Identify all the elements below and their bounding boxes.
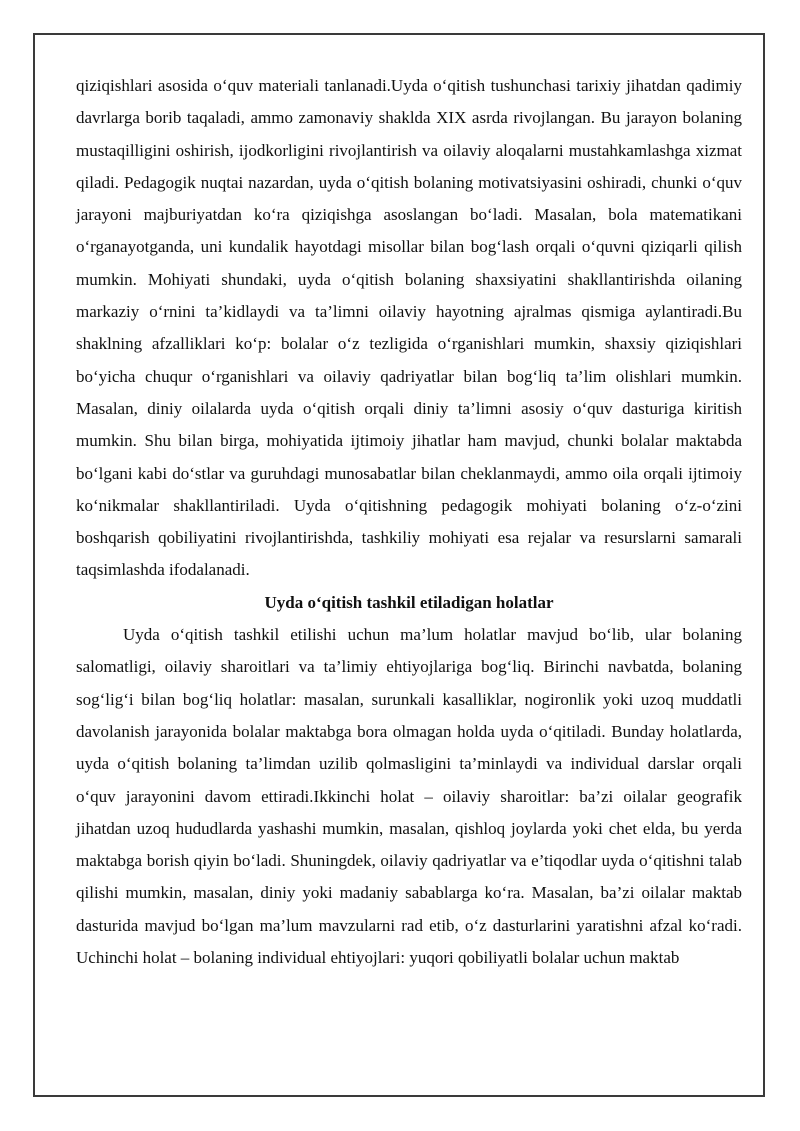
section-heading: Uyda o‘qitish tashkil etiladigan holatlar: [264, 592, 554, 612]
body-paragraph-1: qiziqishlari asosida o‘quv materiali tanlanadi.Uyda o‘qitish tushunchasi tarixiy jihatdan qadimiy davrlarga borib taqaladi, ammo zamonaviy shaklda XIX asrda rivojlangan. Bu jarayon bolaning mustaqilligini oshirish, ijodkorligini rivojlantirish va oilaviy aloqalarni mustahkamlashga xizmat qiladi. Pedagogik nuqtai nazardan, uyda o‘qitish bolaning motivatsiyasini oshiradi, chunki o‘quv jarayoni majburiyatdan ko‘ra qiziqishga asoslangan bo‘ladi. Masalan, bola matematikani o‘rganayotganda, uni kundalik hayotdagi misollar bilan bog‘lash orqali o‘quvni qiziqarli qilish mumkin. Mohiyati shundaki, uyda o‘qitish bolaning shaxsiyatini shakllantirishda oilaning markaziy o‘rnini ta’kidlaydi va ta’limni oilaviy hayotning ajralmas qismiga aylantiradi.Bu shaklning afzalliklari ko‘p: bolalar o‘z tezligida o‘rganishlari mumkin, shaxsiy qiziqishlari bo‘yicha chuqur o‘rganishlari va oilaviy qadriyatlar bilan bog‘liq ta’lim olishlari mumkin. Masalan, diniy oilalarda uyda o‘qitish orqali diniy ta’limni asosiy o‘quv dasturiga kiritish mumkin. Shu bilan birga, mohiyatida ijtimoiy jihatlar ham mavjud, chunki bolalar maktabda bo‘lgani kabi do‘stlar va guruhdagi munosabatlar bilan cheklanmaydi, ammo oila orqali ijtimoiy ko‘nikmalar shakllantiriladi. Uyda o‘qitishning pedagogik mohiyati bolaning o‘z-o‘zini boshqarish qobiliyatini rivojlantirishda, tashkiliy mohiyati esa rejalar va resurslarni samarali taqsimlashda ifodalanadi.: [76, 76, 742, 580]
document-body: [76, 70, 742, 974]
body-paragraph-2: Uyda o‘qitish tashkil etilishi uchun ma’lum holatlar mavjud bo‘lib, ular bolaning salomatligi, oilaviy sharoitlari va ta’limiy ehtiyojlariga bog‘liq. Birinchi navbatda, bolaning sog‘lig‘i bilan bog‘liq holatlar: masalan, surunkali kasalliklar, nogironlik yoki uzoq muddatli davolanish jarayonida bolalar maktabga bora olmagan holda uyda o‘qitiladi. Bunday holatlarda, uyda o‘qitish bolaning ta’limdan uzilib qolmasligini ta’minlaydi va individual darslar orqali o‘quv jarayonini davom ettiradi.Ikkinchi holat – oilaviy sharoitlar: ba’zi oilalar geografik jihatdan uzoq hududlarda yashashi mumkin, masalan, qishloq joylarda yoki chet elda, bu yerda maktabga borish qiyin bo‘ladi. Shuningdek, oilaviy qadriyatlar va e’tiqodlar uyda o‘qitishni talab qilishi mumkin, masalan, diniy yoki madaniy sabablarga ko‘ra. Masalan, ba’zi oilalar maktab dasturida mavjud bo‘lgan ma’lum mavzularni rad etib, o‘z dasturlarini yaratishni afzal ko‘radi. Uchinchi holat – bolaning individual ehtiyojlari: yuqori qobiliyatli bolalar uchun maktab: [76, 625, 742, 968]
